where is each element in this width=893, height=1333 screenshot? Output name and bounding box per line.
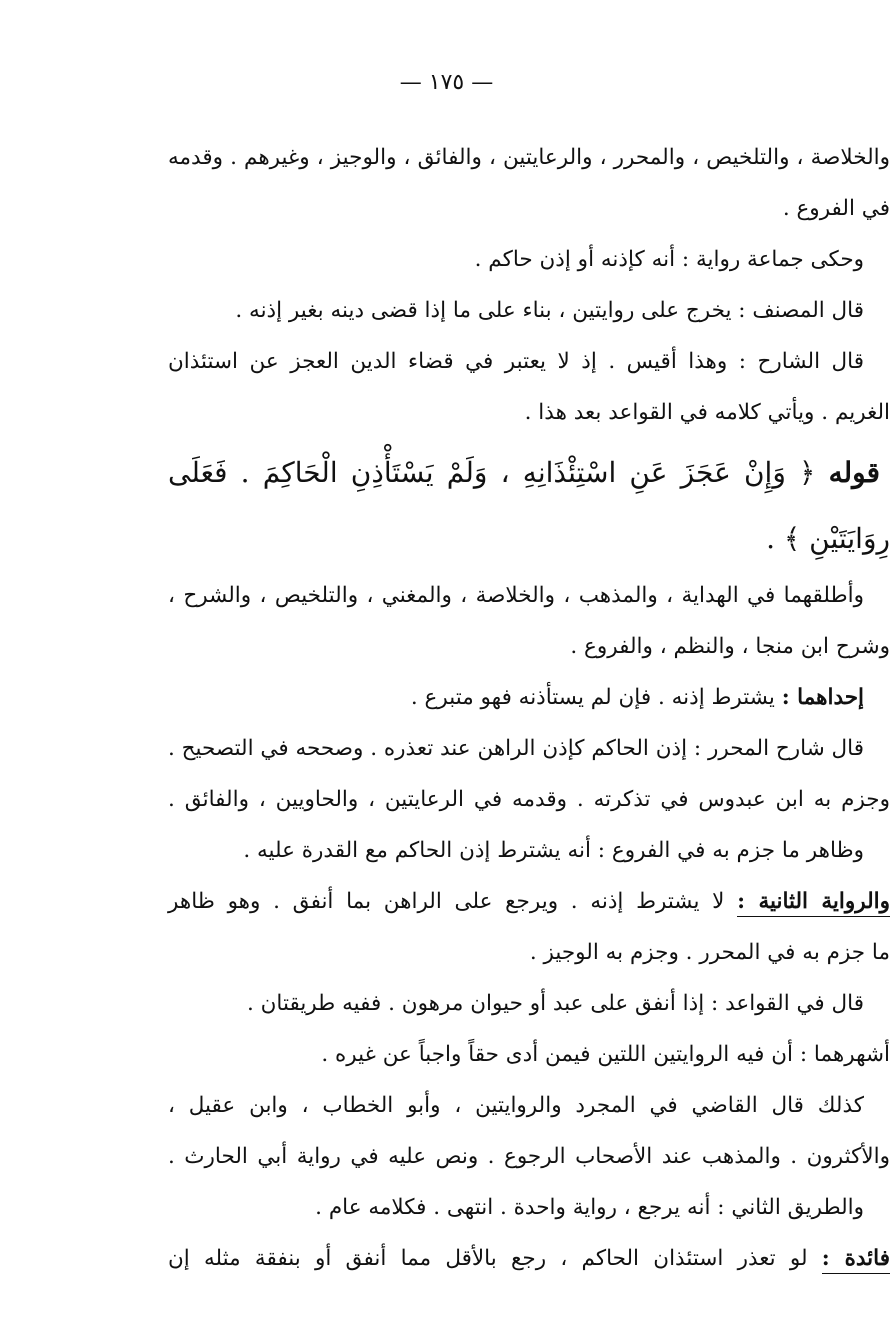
text-line: الغريم . ويأتي كلامه في القواعد بعد هذا . (524, 400, 890, 425)
text-line: قال المصنف : يخرج على روايتين ، بناء على ما إذا قضى دينه بغير إذنه . (235, 298, 864, 323)
quote-lead: قوله (828, 456, 880, 489)
text-line: وأطلقهما في الهداية ، والمذهب ، والخلاصة ، والمغني ، والتلخيص ، والشرح ، (168, 583, 864, 608)
text-line: في الفروع . (782, 196, 890, 221)
benefit-line (168, 1233, 890, 1284)
page-body (168, 132, 890, 1284)
quote-text: ﴿ وَإِنْ عَجَزَ عَنِ اسْتِئْذَانِهِ ، وَلَمْ يَسْتَأْذِنِ الْحَاكِمَ . فَعَلَى (168, 456, 816, 489)
quoted-matn-line (168, 438, 890, 508)
quoted-matn-line: رِوَايَتَيْنِ ﴾ . (766, 522, 890, 555)
text-line: قال في القواعد : إذا أنفق على عبد أو حيوان مرهون . ففيه طريقتان . (246, 991, 864, 1016)
second-narration-line (168, 876, 890, 927)
text-line: قال شارح المحرر : إذن الحاكم كإذن الراهن عند تعذره . وصححه في التصحيح . (168, 736, 864, 761)
text-line: وظاهر ما جزم به في الفروع : أنه يشترط إذن الحاكم مع القدرة عليه . (243, 838, 864, 863)
text-line: وشرح ابن منجا ، والنظم ، والفروع . (570, 634, 890, 659)
text-line: كذلك قال القاضي في المجرد والروايتين ، وأبو الخطاب ، وابن عقيل ، (168, 1093, 864, 1118)
second-narration-lead: والرواية الثانية : (737, 889, 890, 917)
text-line: وحكى جماعة رواية : أنه كإذنه أو إذن حاكم . (474, 247, 864, 272)
text-line: والخلاصة ، والتلخيص ، والمحرر ، والرعايتين ، والفائق ، والوجيز ، وغيرهم . وقدمه (168, 145, 890, 170)
text-line: والأكثرون . والمذهب عند الأصحاب الرجوع . ونص عليه في رواية أبي الحارث . (168, 1144, 890, 1169)
text-line: وجزم به ابن عبدوس في تذكرته . وقدمه في الرعايتين ، والحاويين ، والفائق . (168, 787, 890, 812)
benefit-text: لو تعذر استئذان الحاكم ، رجع بالأقل مما أنفق أو بنفقة مثله إن (168, 1246, 822, 1271)
first-narration-text: يشترط إذنه . فإن لم يستأذنه فهو متبرع . (410, 685, 782, 710)
second-narration-text: لا يشترط إذنه . ويرجع على الراهن بما أنفق . وهو ظاهر (168, 889, 738, 914)
text-line: والطريق الثاني : أنه يرجع ، رواية واحدة . انتهى . فكلامه عام . (315, 1195, 864, 1220)
text-line: قال الشارح : وهذا أقيس . إذ لا يعتبر في قضاء الدين العجز عن استئذان (168, 349, 864, 374)
page-number: — ١٧٥ — (399, 70, 494, 95)
benefit-lead: فائدة : (822, 1246, 890, 1274)
first-narration-lead: إحداهما : (781, 685, 864, 710)
text-line: ما جزم به في المحرر . وجزم به الوجيز . (529, 940, 890, 965)
text-line: أشهرهما : أن فيه الروايتين اللتين فيمن أدى حقاً واجباً عن غيره . (321, 1042, 890, 1067)
first-narration-line (168, 672, 890, 723)
